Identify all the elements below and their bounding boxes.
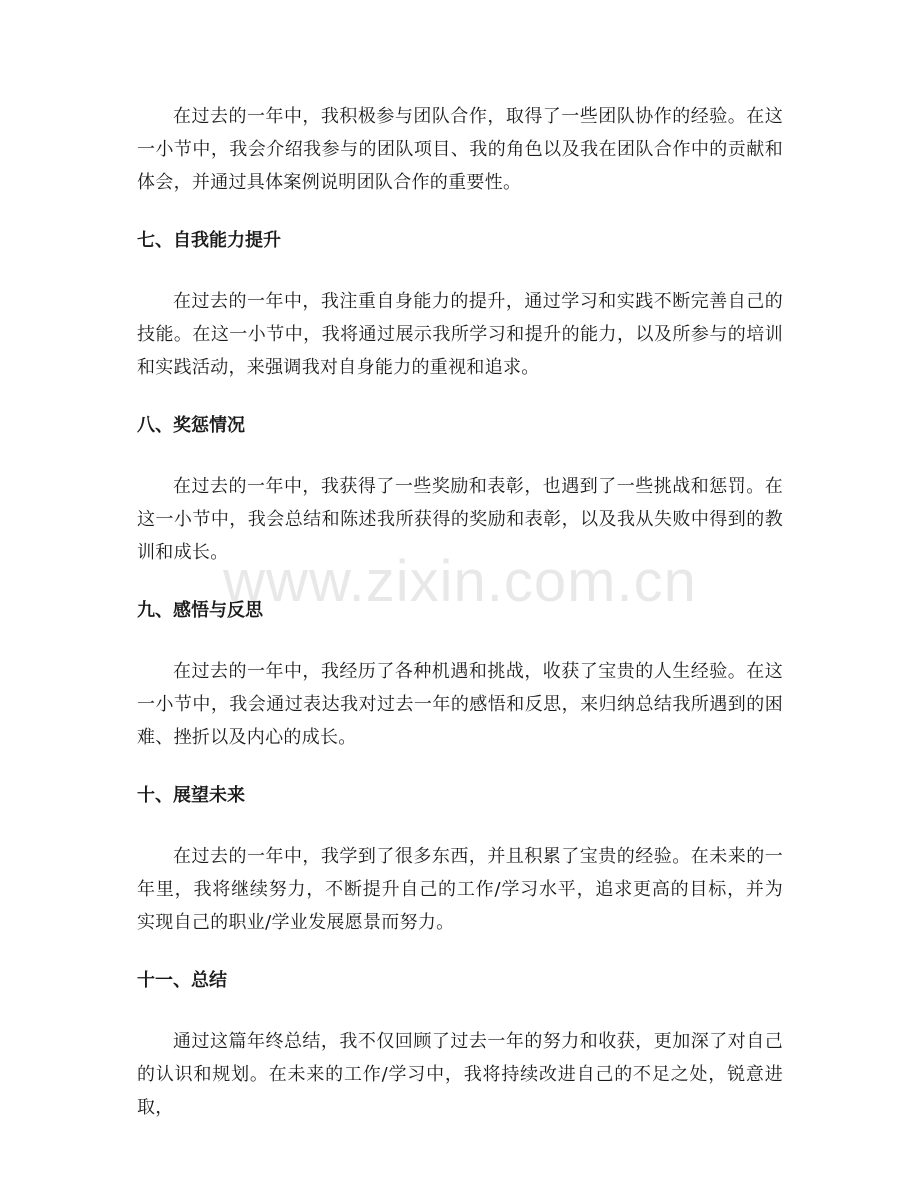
paragraph-outlook: 在过去的一年中，我学到了很多东西，并且积累了宝贵的经验。在未来的一年里，我将继续努力，不断提升自己的工作/学习水平，追求更高的目标，并为实现自己的职业/学业发展愿景而努力。 <box>137 846 783 933</box>
paragraph-rewards: 在过去的一年中，我获得了一些奖励和表彰，也遇到了一些挑战和惩罚。在这一小节中，我会总结和陈述我所获得的奖励和表彰，以及我从失败中得到的教训和成长。 <box>137 476 783 563</box>
heading-self-improvement: 七、自我能力提升 <box>137 230 281 251</box>
document-body <box>137 100 783 1124</box>
heading-outlook: 十、展望未来 <box>137 785 245 806</box>
heading-reflection: 九、感悟与反思 <box>137 600 263 621</box>
paragraph-self-improvement: 在过去的一年中，我注重自身能力的提升，通过学习和实践不断完善自己的技能。在这一小节中，我将通过展示我所学习和提升的能力，以及所参与的培训和实践活动，来强调我对自身能力的重视和追求。 <box>137 291 783 378</box>
paragraph-reflection: 在过去的一年中，我经历了各种机遇和挑战，收获了宝贵的人生经验。在这一小节中，我会通过表达我对过去一年的感悟和反思，来归纳总结我所遇到的困难、挫折以及内心的成长。 <box>137 661 783 748</box>
paragraph-summary: 通过这篇年终总结，我不仅回顾了过去一年的努力和收获，更加深了对自己的认识和规划。在未来的工作/学习中，我将持续改进自己的不足之处，锐意进取， <box>137 1031 783 1118</box>
heading-rewards: 八、奖惩情况 <box>137 415 245 436</box>
watermark-text: www.zixin.com.cn <box>223 549 697 614</box>
paragraph-teamwork: 在过去的一年中，我积极参与团队合作，取得了一些团队协作的经验。在这一小节中，我会介绍我参与的团队项目、我的角色以及我在团队合作中的贡献和体会，并通过具体案例说明团队合作的重要性。 <box>137 106 783 193</box>
heading-summary: 十一、总结 <box>137 970 227 991</box>
